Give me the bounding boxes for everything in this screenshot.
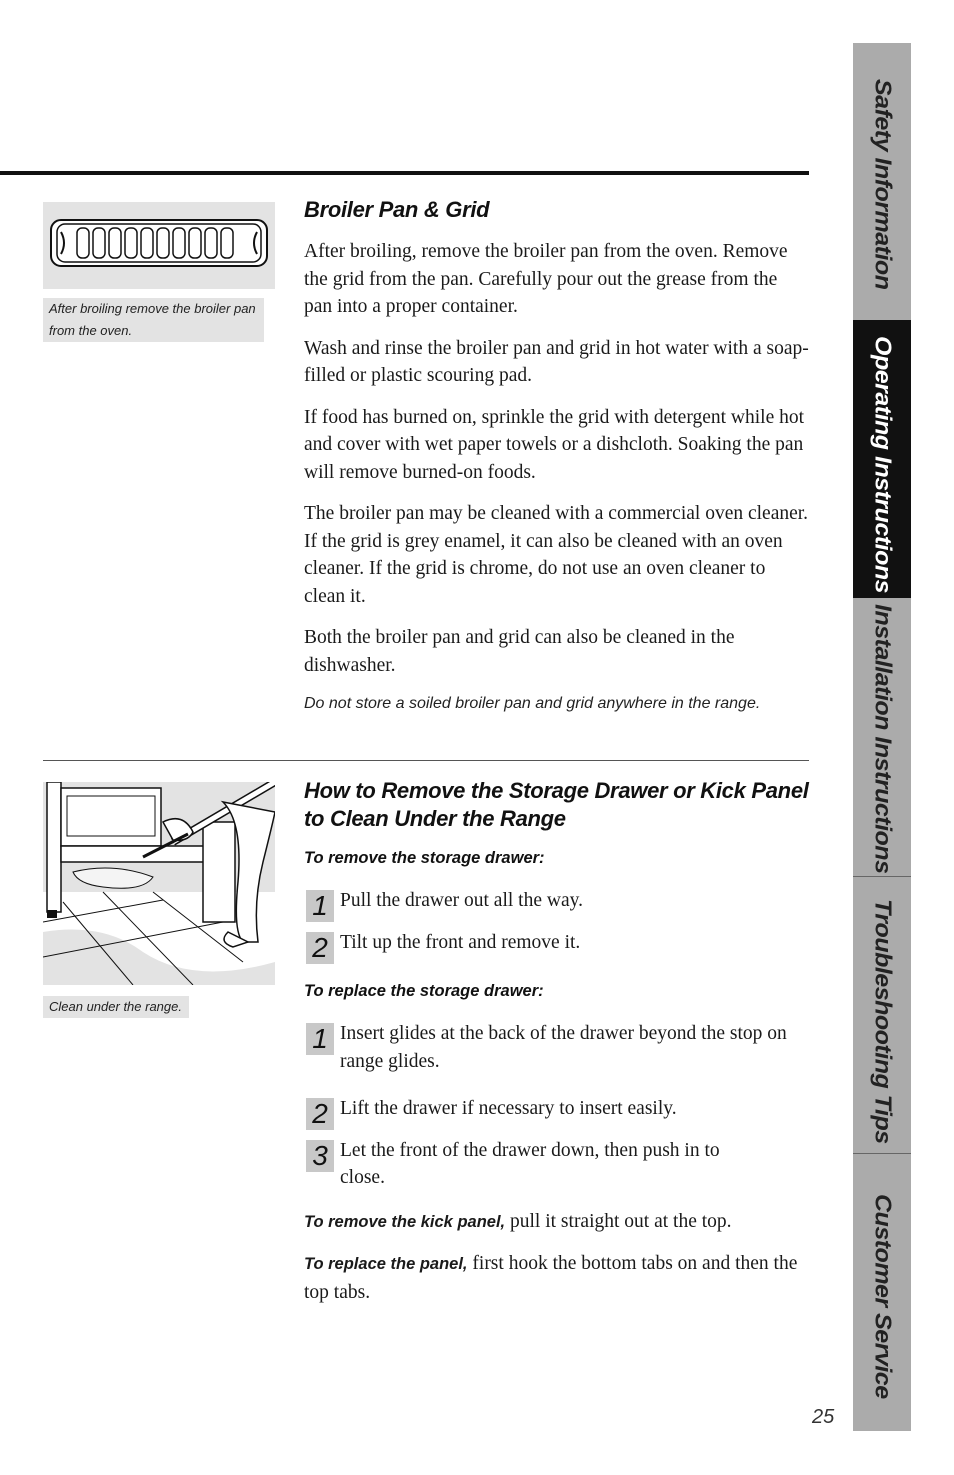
broiler-paragraph-2: Wash and rinse the broiler pan and grid in hot water with a soap-filled or plastic scouring pad.: [304, 337, 809, 386]
page-number: 25: [812, 1406, 835, 1428]
drawer-title: How to Remove the Storage Drawer or Kick Panel to Clean Under the Range: [304, 778, 809, 831]
top-rule: [0, 171, 809, 175]
tab-label: Installation Instructions: [869, 604, 896, 874]
kick-panel-lead: To remove the kick panel,: [304, 1212, 506, 1231]
step-number: 2: [306, 1098, 334, 1130]
step-text: Let the front of the drawer down, then push in to close.: [340, 1139, 720, 1188]
kick-panel-text: pull it straight out at the top.: [505, 1210, 732, 1232]
step-text: Tilt up the front and remove it.: [340, 931, 581, 953]
replace-step-2: [304, 1095, 809, 1129]
tab-operating-instructions[interactable]: [853, 320, 911, 598]
replace-drawer-heading: To replace the storage drawer:: [304, 982, 544, 1000]
tab-label: Safety Information: [869, 79, 896, 290]
broiler-paragraph-3: If food has burned on, sprinkle the grid with detergent while hot and cover with wet paper towels or a dishcloth. Soaking the pan will remove burned-on foods.: [304, 406, 805, 483]
step-number: 2: [306, 932, 334, 964]
tab-label: Troubleshooting Tips: [869, 899, 896, 1144]
step-number: 3: [306, 1140, 334, 1172]
clean-under-range-caption: Clean under the range.: [43, 996, 189, 1018]
tab-installation-instructions[interactable]: [853, 598, 911, 876]
broiler-section: [304, 196, 809, 715]
step-number: 1: [306, 890, 334, 922]
tab-safety-information[interactable]: [853, 43, 911, 320]
replace-panel-lead: To replace the panel,: [304, 1255, 468, 1273]
tab-label: Customer Service: [869, 1194, 896, 1399]
remove-step-2: [304, 929, 809, 963]
remove-step-1: [304, 887, 809, 921]
broiler-title: Broiler Pan & Grid: [304, 197, 490, 222]
section-tabs: [853, 43, 911, 1431]
tab-label: Operating Instructions: [869, 336, 896, 594]
broiler-caption: After broiling remove the broiler pan from the oven.: [43, 298, 264, 342]
section-divider: [43, 760, 809, 761]
replace-step-3: [304, 1137, 740, 1192]
broiler-paragraph-5: Both the broiler pan and grid can also be cleaned in the dishwasher.: [304, 627, 735, 676]
replace-panel-text: first hook the bottom tabs on and then the top tabs.: [304, 1253, 798, 1303]
broiler-note: Do not store a soiled broiler pan and grid anywhere in the range.: [304, 695, 761, 712]
remove-drawer-heading: To remove the storage drawer:: [304, 849, 545, 867]
step-number: 1: [306, 1023, 334, 1055]
step-text: Pull the drawer out all the way.: [340, 890, 583, 911]
replace-step-1: [304, 1020, 809, 1075]
kick-panel-instruction: [304, 1208, 809, 1237]
tab-troubleshooting-tips[interactable]: [853, 877, 911, 1153]
step-text: Insert glides at the back of the drawer beyond the stop on range glides.: [340, 1023, 787, 1072]
step-text: Lift the drawer if necessary to insert easily.: [340, 1098, 677, 1119]
broiler-paragraph-4: The broiler pan may be cleaned with a commercial oven cleaner. If the grid is grey enamel, it can also be cleaned with an oven cleaner. If the grid is chrome, do not use an oven cleaner to clean it.: [304, 503, 809, 607]
broiler-pan-illustration: [43, 202, 275, 289]
tab-customer-service[interactable]: [853, 1154, 911, 1431]
clean-under-range-illustration: [43, 782, 275, 985]
drawer-section: [304, 777, 809, 1320]
replace-panel-instruction: [304, 1250, 809, 1306]
broiler-paragraph-1: After broiling, remove the broiler pan from the oven. Remove the grid from the pan. Carefully pour out the grease from the pan into a proper container.: [304, 241, 788, 317]
